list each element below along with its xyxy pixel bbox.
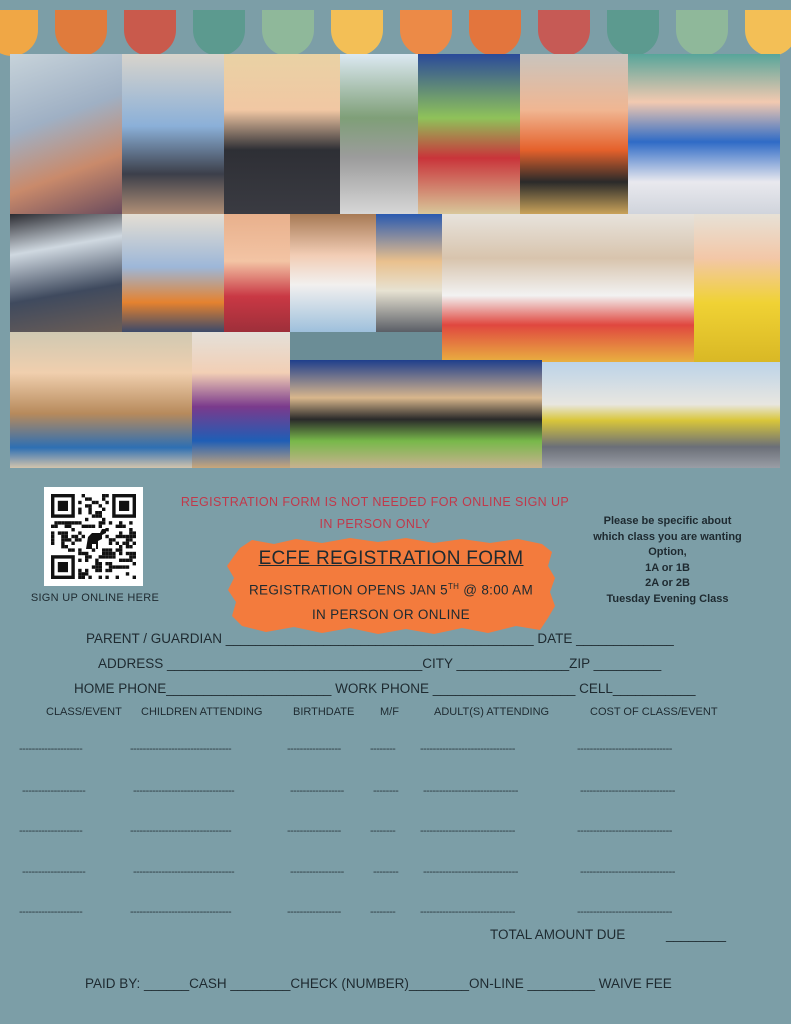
photo-smiling-boy [224, 214, 290, 332]
photo-princess [694, 214, 780, 362]
paid-by-field[interactable]: PAID BY: ______CASH ________CHECK (NUMBER)________ON-LINE _________ WAIVE FEE [85, 976, 672, 991]
photo-water-table [10, 332, 192, 468]
row-2-blank-4[interactable]: -------- [373, 785, 399, 797]
photo-superheroes [418, 54, 520, 214]
col-adults-attending: ADULT(S) ATTENDING [434, 706, 550, 718]
bunting-flag [400, 10, 452, 56]
bunting-flag [676, 10, 728, 56]
row-1-blank-2[interactable]: -------------------------------- [130, 743, 232, 755]
total-amount-label: TOTAL AMOUNT DUE [490, 927, 626, 942]
photo-fire-truck-group [542, 362, 780, 468]
bunting-flag [193, 10, 245, 56]
note-line-3: Option, [648, 546, 687, 558]
bunting-flag [331, 10, 383, 56]
row-2-blank-3[interactable]: ----------------- [290, 785, 344, 797]
photo-collage [10, 54, 780, 468]
bunting-flag [607, 10, 659, 56]
registration-opens [226, 582, 556, 598]
photo-costume-girls [520, 54, 628, 214]
row-1-blank-4[interactable]: -------- [370, 743, 396, 755]
row-3-blank-4[interactable]: -------- [370, 825, 396, 837]
photo-boy-wild-hoodie [224, 54, 340, 214]
col-mf: M/F [380, 706, 399, 718]
bunting-flag [262, 10, 314, 56]
note-line-5: 2A or 2B [645, 577, 690, 589]
bunting-flag [55, 10, 107, 56]
row-4-blank-3[interactable]: ----------------- [290, 866, 344, 878]
form-title: ECFE REGISTRATION FORM [258, 548, 524, 569]
row-4-blank-1[interactable]: -------------------- [22, 866, 86, 878]
row-5-blank-3[interactable]: ----------------- [287, 906, 341, 918]
photo-classroom [10, 54, 122, 214]
row-2-blank-5[interactable]: ------------------------------ [423, 785, 518, 797]
row-4-blank-2[interactable]: -------------------------------- [133, 866, 235, 878]
row-5-blank-2[interactable]: -------------------------------- [130, 906, 232, 918]
row-5-blank-4[interactable]: -------- [370, 906, 396, 918]
row-2-blank-1[interactable]: -------------------- [22, 785, 86, 797]
bunting-flag [745, 10, 791, 56]
sign-up-online-caption: SIGN UP ONLINE HERE [30, 592, 160, 604]
qr-code-graphic [44, 487, 143, 586]
photo-painting [442, 214, 694, 362]
row-5-blank-1[interactable]: -------------------- [19, 906, 83, 918]
bunting-flag [124, 10, 176, 56]
row-1-blank-6[interactable]: ------------------------------ [577, 743, 672, 755]
notice-line-2: IN PERSON ONLY [319, 517, 431, 531]
row-1-blank-5[interactable]: ------------------------------ [420, 743, 515, 755]
row-3-blank-1[interactable]: -------------------- [19, 825, 83, 837]
bunting-flag [0, 10, 38, 56]
row-4-blank-6[interactable]: ------------------------------ [580, 866, 675, 878]
opens-date-text: REGISTRATION OPENS JAN 5 [249, 582, 448, 598]
col-cost: COST OF CLASS/EVENT [590, 706, 718, 718]
bunting-banner [0, 0, 791, 60]
photo-girl-ball [290, 214, 376, 332]
note-line-6: Tuesday Evening Class [606, 592, 729, 605]
row-1-blank-3[interactable]: ----------------- [287, 743, 341, 755]
row-4-blank-4[interactable]: -------- [373, 866, 399, 878]
total-amount-field[interactable]: ________ [666, 927, 727, 942]
parent-guardian-field[interactable]: PARENT / GUARDIAN _________________________________________ DATE _____________ [86, 631, 674, 646]
note-line-1: Please be specific about [603, 515, 732, 527]
col-children-attending: CHILDREN ATTENDING [141, 706, 263, 718]
photo-halloween-costumes [290, 360, 542, 468]
bunting-flag [538, 10, 590, 56]
note-line-2: which class you are wanting [593, 530, 742, 543]
photo-sensory-table [628, 54, 780, 214]
photo-pumpkins [122, 214, 224, 332]
row-3-blank-5[interactable]: ------------------------------ [420, 825, 515, 837]
bunting-flag [469, 10, 521, 56]
dinosaur-icon [86, 529, 106, 549]
photo-ride-on-toy [192, 332, 290, 468]
note-line-4: 1A or 1B [645, 561, 690, 574]
photo-two-boys [122, 54, 224, 214]
row-1-blank-1[interactable]: -------------------- [19, 743, 83, 755]
opens-date-suffix: TH [447, 582, 460, 591]
registration-mode: IN PERSON OR ONLINE [312, 607, 470, 622]
address-field[interactable]: ADDRESS __________________________________CITY _______________ZIP _________ [98, 656, 662, 671]
row-3-blank-6[interactable]: ------------------------------ [577, 825, 672, 837]
col-birthdate: BIRTHDATE [293, 706, 355, 718]
row-3-blank-3[interactable]: ----------------- [287, 825, 341, 837]
row-5-blank-6[interactable]: ------------------------------ [577, 906, 672, 918]
photo-girl-swing [340, 54, 418, 214]
notice-line-1: REGISTRATION FORM IS NOT NEEDED FOR ONLINE SIGN UP [180, 495, 570, 509]
row-3-blank-2[interactable]: -------------------------------- [130, 825, 232, 837]
row-5-blank-5[interactable]: ------------------------------ [420, 906, 515, 918]
opens-time-text: @ 8:00 AM [459, 582, 533, 598]
col-class-event: CLASS/EVENT [46, 706, 122, 718]
row-4-blank-5[interactable]: ------------------------------ [423, 866, 518, 878]
row-2-blank-2[interactable]: -------------------------------- [133, 785, 235, 797]
phone-field[interactable]: HOME PHONE______________________ WORK PHONE ___________________ CELL___________ [74, 681, 696, 696]
class-option-note [590, 514, 745, 607]
photo-playground [376, 214, 442, 332]
row-2-blank-6[interactable]: ------------------------------ [580, 785, 675, 797]
qr-code[interactable] [44, 487, 143, 586]
photo-bus-kids [10, 214, 122, 332]
